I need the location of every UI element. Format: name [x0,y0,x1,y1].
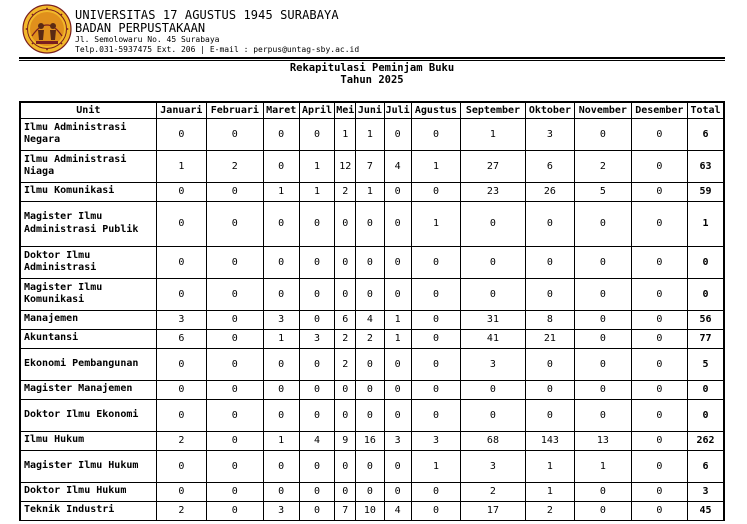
month-value-cell: 0 [575,380,631,399]
month-value-cell: 0 [525,201,574,246]
column-header: Maret [263,102,299,118]
column-header: April [299,102,334,118]
month-value-cell: 0 [525,246,574,278]
month-value-cell: 0 [299,201,334,246]
column-header: Juli [384,102,411,118]
month-value-cell: 0 [384,278,411,310]
total-cell: 63 [688,150,724,182]
unit-cell: Doktor Ilmu Hukum [20,482,156,501]
month-value-cell: 26 [525,182,574,201]
month-value-cell: 0 [525,380,574,399]
table-row [20,246,724,278]
table-row [20,329,724,348]
column-header: Desember [631,102,687,118]
month-value-cell: 7 [335,501,356,520]
month-value-cell: 0 [384,348,411,380]
month-value-cell: 0 [384,118,411,150]
month-value-cell: 0 [299,278,334,310]
month-value-cell: 0 [263,380,299,399]
column-header: Total [688,102,724,118]
month-value-cell: 2 [156,501,206,520]
total-cell: 1 [688,201,724,246]
month-value-cell: 0 [631,450,687,482]
total-cell: 0 [688,278,724,310]
month-value-cell: 0 [631,399,687,431]
month-value-cell: 0 [631,150,687,182]
letterhead [20,4,725,56]
month-value-cell: 0 [631,380,687,399]
month-value-cell: 1 [411,150,460,182]
month-value-cell: 0 [299,310,334,329]
unit-cell: Magister Ilmu Komunikasi [20,278,156,310]
month-value-cell: 0 [525,278,574,310]
month-value-cell: 0 [263,278,299,310]
month-value-cell: 1 [384,329,411,348]
month-value-cell: 0 [411,278,460,310]
table-row [20,399,724,431]
month-value-cell: 4 [299,431,334,450]
month-value-cell: 1 [356,118,384,150]
report-title [19,62,725,86]
month-value-cell: 0 [631,348,687,380]
month-value-cell: 3 [525,118,574,150]
month-value-cell: 0 [411,380,460,399]
unit-cell: Teknik Industri [20,501,156,520]
month-value-cell: 0 [575,501,631,520]
month-value-cell: 0 [299,348,334,380]
month-value-cell: 4 [384,150,411,182]
month-value-cell: 1 [384,310,411,329]
month-value-cell: 0 [263,118,299,150]
month-value-cell: 0 [575,348,631,380]
month-value-cell: 0 [156,278,206,310]
month-value-cell: 0 [411,182,460,201]
month-value-cell: 0 [156,246,206,278]
month-value-cell: 0 [156,348,206,380]
month-value-cell: 0 [356,380,384,399]
month-value-cell: 0 [356,348,384,380]
column-header: Mei [335,102,356,118]
unit-cell: Magister Manajemen [20,380,156,399]
total-cell: 0 [688,380,724,399]
unit-cell: Ilmu Komunikasi [20,182,156,201]
month-value-cell: 0 [631,246,687,278]
month-value-cell: 1 [411,450,460,482]
month-value-cell: 31 [461,310,526,329]
month-value-cell: 0 [263,348,299,380]
month-value-cell: 0 [631,278,687,310]
table-row [20,482,724,501]
month-value-cell: 0 [525,348,574,380]
month-value-cell: 0 [384,182,411,201]
month-value-cell: 0 [263,399,299,431]
month-value-cell: 0 [207,399,263,431]
unit-cell: Ilmu Hukum [20,431,156,450]
month-value-cell: 5 [575,182,631,201]
table-row [20,431,724,450]
month-value-cell: 0 [384,246,411,278]
month-value-cell: 1 [156,150,206,182]
month-value-cell: 0 [631,501,687,520]
contact-line: Telp.031-5937475 Ext. 206 | E-mail : perpus@untag-sby.ac.id [75,45,360,54]
month-value-cell: 0 [299,380,334,399]
department-name: BADAN PERPUSTAKAAN [75,21,206,35]
month-value-cell: 23 [461,182,526,201]
month-value-cell: 0 [207,380,263,399]
table-row [20,201,724,246]
month-value-cell: 3 [461,450,526,482]
month-value-cell: 0 [461,399,526,431]
month-value-cell: 2 [207,150,263,182]
report-title-line2: Tahun 2025 [340,74,404,86]
unit-cell: Doktor Ilmu Ekonomi [20,399,156,431]
month-value-cell: 1 [411,201,460,246]
month-value-cell: 3 [156,310,206,329]
month-value-cell: 0 [156,118,206,150]
table-row [20,501,724,520]
month-value-cell: 9 [335,431,356,450]
unit-cell: Ilmu Administrasi Negara [20,118,156,150]
month-value-cell: 6 [156,329,206,348]
month-value-cell: 0 [575,399,631,431]
month-value-cell: 0 [631,329,687,348]
month-value-cell: 68 [461,431,526,450]
month-value-cell: 0 [461,201,526,246]
month-value-cell: 0 [335,201,356,246]
month-value-cell: 0 [356,399,384,431]
unit-cell: Ekonomi Pembangunan [20,348,156,380]
month-value-cell: 0 [207,310,263,329]
month-value-cell: 1 [263,329,299,348]
month-value-cell: 0 [411,310,460,329]
month-value-cell: 0 [575,118,631,150]
unit-cell: Doktor Ilmu Administrasi [20,246,156,278]
month-value-cell: 0 [384,450,411,482]
month-value-cell: 1 [263,182,299,201]
unit-cell: Magister Ilmu Hukum [20,450,156,482]
month-value-cell: 1 [299,150,334,182]
month-value-cell: 6 [335,310,356,329]
month-value-cell: 0 [575,201,631,246]
unit-cell: Magister Ilmu Administrasi Publik [20,201,156,246]
month-value-cell: 0 [263,482,299,501]
month-value-cell: 0 [207,246,263,278]
column-header: Juni [356,102,384,118]
month-value-cell: 0 [207,182,263,201]
month-value-cell: 0 [207,501,263,520]
month-value-cell: 4 [384,501,411,520]
month-value-cell: 0 [631,310,687,329]
month-value-cell: 21 [525,329,574,348]
month-value-cell: 1 [299,182,334,201]
column-header: Februari [207,102,263,118]
column-header: Agustus [411,102,460,118]
month-value-cell: 0 [207,348,263,380]
month-value-cell: 2 [525,501,574,520]
month-value-cell: 0 [335,399,356,431]
month-value-cell: 0 [207,118,263,150]
month-value-cell: 0 [631,182,687,201]
month-value-cell: 0 [207,329,263,348]
month-value-cell: 0 [411,246,460,278]
month-value-cell: 0 [411,482,460,501]
month-value-cell: 4 [356,310,384,329]
total-cell: 0 [688,246,724,278]
month-value-cell: 0 [156,182,206,201]
total-cell: 59 [688,182,724,201]
report-title-line1: Rekapitulasi Peminjam Buku [289,62,455,74]
month-value-cell: 3 [263,310,299,329]
month-value-cell: 0 [335,246,356,278]
month-value-cell: 0 [631,118,687,150]
month-value-cell: 1 [525,482,574,501]
total-cell: 45 [688,501,724,520]
month-value-cell: 1 [575,450,631,482]
month-value-cell: 0 [411,348,460,380]
month-value-cell: 3 [384,431,411,450]
total-cell: 262 [688,431,724,450]
month-value-cell: 3 [461,348,526,380]
month-value-cell: 41 [461,329,526,348]
month-value-cell: 0 [356,278,384,310]
month-value-cell: 0 [384,380,411,399]
month-value-cell: 0 [356,450,384,482]
month-value-cell: 0 [299,450,334,482]
table-header-row [20,102,724,118]
month-value-cell: 0 [263,150,299,182]
month-value-cell: 0 [384,399,411,431]
month-value-cell: 0 [156,399,206,431]
month-value-cell: 0 [207,450,263,482]
month-value-cell: 2 [461,482,526,501]
month-value-cell: 8 [525,310,574,329]
column-header: Unit [20,102,156,118]
total-cell: 0 [688,399,724,431]
month-value-cell: 2 [575,150,631,182]
month-value-cell: 0 [156,380,206,399]
month-value-cell: 0 [207,482,263,501]
total-cell: 6 [688,450,724,482]
month-value-cell: 3 [263,501,299,520]
total-cell: 3 [688,482,724,501]
column-header: September [461,102,526,118]
month-value-cell: 2 [156,431,206,450]
month-value-cell: 0 [299,399,334,431]
organization-block [75,9,359,54]
month-value-cell: 0 [631,431,687,450]
month-value-cell: 0 [525,399,574,431]
column-header: Januari [156,102,206,118]
month-value-cell: 7 [356,150,384,182]
month-value-cell: 143 [525,431,574,450]
month-value-cell: 10 [356,501,384,520]
month-value-cell: 1 [263,431,299,450]
table-row [20,310,724,329]
month-value-cell: 2 [335,348,356,380]
university-name: UNIVERSITAS 17 AGUSTUS 1945 SURABAYA [75,8,339,22]
table-row [20,278,724,310]
month-value-cell: 2 [356,329,384,348]
month-value-cell: 1 [335,118,356,150]
month-value-cell: 0 [356,482,384,501]
month-value-cell: 0 [575,246,631,278]
total-cell: 77 [688,329,724,348]
header-divider-thin [19,60,725,61]
month-value-cell: 0 [631,201,687,246]
month-value-cell: 0 [575,310,631,329]
month-value-cell: 3 [411,431,460,450]
month-value-cell: 2 [335,329,356,348]
month-value-cell: 0 [335,482,356,501]
table-row [20,118,724,150]
month-value-cell: 0 [156,450,206,482]
table-row [20,150,724,182]
table-row [20,450,724,482]
month-value-cell: 0 [575,482,631,501]
month-value-cell: 0 [263,450,299,482]
month-value-cell: 0 [411,329,460,348]
month-value-cell: 6 [525,150,574,182]
month-value-cell: 0 [631,482,687,501]
total-cell: 6 [688,118,724,150]
month-value-cell: 0 [575,278,631,310]
month-value-cell: 0 [207,431,263,450]
month-value-cell: 1 [356,182,384,201]
month-value-cell: 16 [356,431,384,450]
month-value-cell: 0 [263,201,299,246]
month-value-cell: 0 [299,501,334,520]
month-value-cell: 0 [207,201,263,246]
month-value-cell: 0 [461,380,526,399]
unit-cell: Manajemen [20,310,156,329]
month-value-cell: 0 [156,201,206,246]
month-value-cell: 0 [299,118,334,150]
month-value-cell: 0 [156,482,206,501]
month-value-cell: 0 [411,118,460,150]
month-value-cell: 0 [461,246,526,278]
month-value-cell: 0 [356,246,384,278]
month-value-cell: 0 [384,482,411,501]
column-header: Oktober [525,102,574,118]
month-value-cell: 0 [461,278,526,310]
month-value-cell: 17 [461,501,526,520]
month-value-cell: 0 [384,201,411,246]
month-value-cell: 0 [575,329,631,348]
month-value-cell: 0 [263,246,299,278]
total-cell: 5 [688,348,724,380]
month-value-cell: 1 [461,118,526,150]
month-value-cell: 0 [335,380,356,399]
table-row [20,348,724,380]
unit-cell: Akuntansi [20,329,156,348]
address-line: Jl. Semolowaru No. 45 Surabaya [75,35,220,44]
month-value-cell: 0 [335,278,356,310]
month-value-cell: 3 [299,329,334,348]
table-row [20,182,724,201]
borrower-recap-table [19,101,725,521]
column-header: November [575,102,631,118]
unit-cell: Ilmu Administrasi Niaga [20,150,156,182]
month-value-cell: 0 [299,246,334,278]
month-value-cell: 0 [207,278,263,310]
month-value-cell: 1 [525,450,574,482]
month-value-cell: 27 [461,150,526,182]
month-value-cell: 0 [411,501,460,520]
month-value-cell: 0 [356,201,384,246]
header-divider-thick [19,57,725,59]
total-cell: 56 [688,310,724,329]
table-row [20,380,724,399]
month-value-cell: 0 [335,450,356,482]
month-value-cell: 0 [299,482,334,501]
month-value-cell: 12 [335,150,356,182]
month-value-cell: 0 [411,399,460,431]
month-value-cell: 2 [335,182,356,201]
untag-seal-icon [22,4,72,54]
month-value-cell: 13 [575,431,631,450]
